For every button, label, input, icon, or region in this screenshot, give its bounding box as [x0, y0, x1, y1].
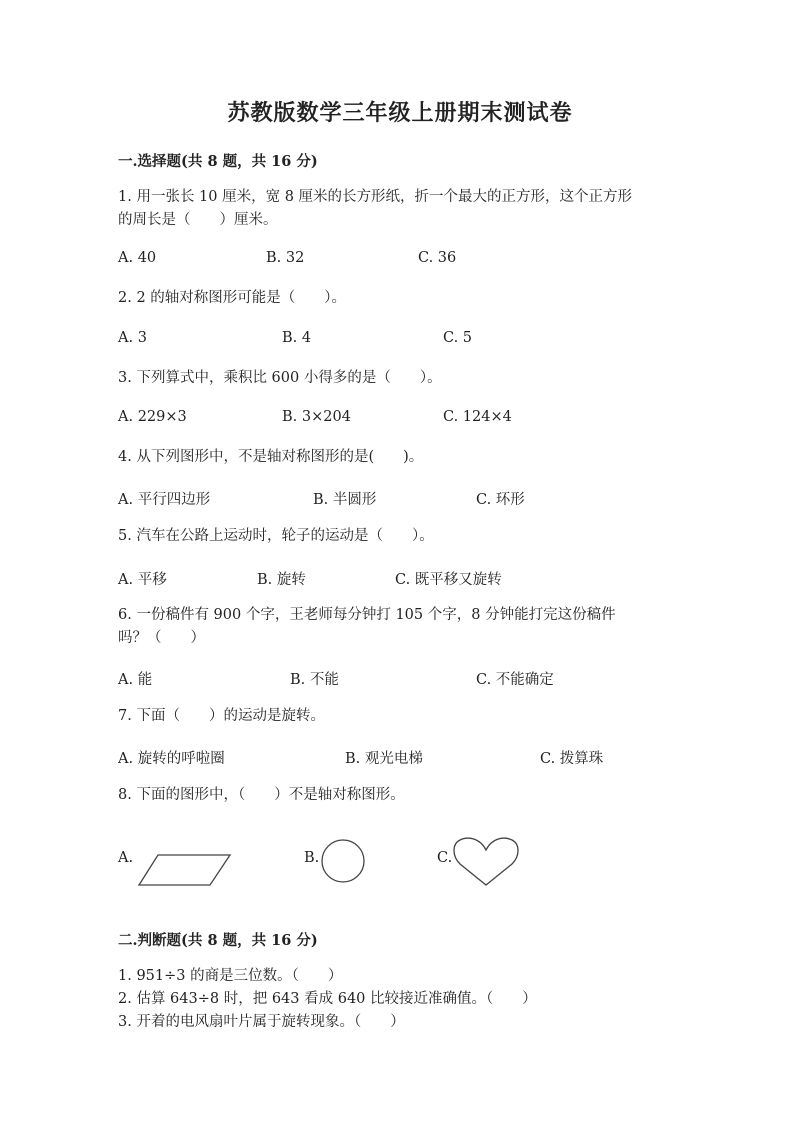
question-1-line1: 1. 用一张长 10 厘米，宽 8 厘米的长方形纸，折一个最大的正方形，这个正方形	[118, 189, 633, 205]
heart-figure	[450, 834, 522, 888]
option-5a: A. 平移	[118, 572, 167, 588]
option-7a: A. 旋转的呼啦圈	[118, 751, 225, 767]
question-4: 4. 从下列图形中，不是轴对称图形的是( )。	[118, 449, 424, 465]
option-2a: A. 3	[118, 330, 147, 346]
question-7: 7. 下面（ ）的运动是旋转。	[118, 708, 325, 724]
question-2: 2. 2 的轴对称图形可能是（ ）。	[118, 290, 347, 306]
parallelogram-figure	[136, 852, 234, 888]
judgment-2: 2. 估算 643÷8 时，把 643 看成 640 比较接近准确值。（ ）	[118, 991, 537, 1007]
option-4b: B. 半圆形	[313, 492, 377, 508]
question-6	[118, 604, 698, 650]
option-3c: C. 124×4	[443, 409, 512, 425]
option-1c: C. 36	[418, 250, 457, 266]
circle-figure	[319, 837, 367, 885]
option-3a: A. 229×3	[118, 409, 187, 425]
option-4a: A. 平行四边形	[118, 492, 211, 508]
question-6-line2: 吗？（ ）	[118, 630, 205, 646]
judgment-1: 1. 951÷3 的商是三位数。（ ）	[118, 968, 343, 984]
option-1b: B. 32	[266, 250, 305, 266]
option-8a-label: A.	[118, 850, 134, 866]
option-3b: B. 3×204	[282, 409, 351, 425]
question-3: 3. 下列算式中，乘积比 600 小得多的是（ ）。	[118, 370, 442, 386]
option-2b: B. 4	[282, 330, 312, 346]
question-5: 5. 汽车在公路上运动时，轮子的运动是（ ）。	[118, 528, 434, 544]
option-7b: B. 观光电梯	[345, 751, 423, 767]
page-title: 苏教版数学三年级上册期末测试卷	[227, 100, 573, 126]
option-6c: C. 不能确定	[476, 672, 554, 688]
judgment-3: 3. 开着的电风扇叶片属于旋转现象。（ ）	[118, 1014, 405, 1030]
option-6a: A. 能	[118, 672, 153, 688]
option-4c: C. 环形	[476, 492, 525, 508]
option-5b: B. 旋转	[257, 572, 306, 588]
option-7c: C. 拨算珠	[540, 751, 604, 767]
question-1-line2: 的周长是（ ）厘米。	[118, 212, 278, 228]
section-heading-choice: 一.选择题(共 8 题，共 16 分)	[118, 153, 318, 170]
option-8b-label: B.	[304, 850, 320, 866]
question-1	[118, 186, 698, 232]
option-2c: C. 5	[443, 330, 473, 346]
option-5c: C. 既平移又旋转	[395, 572, 502, 588]
option-8c-label: C.	[437, 850, 453, 866]
section-heading-judgment: 二.判断题(共 8 题，共 16 分)	[118, 932, 318, 949]
question-8: 8. 下面的图形中，（ ）不是轴对称图形。	[118, 787, 405, 803]
option-6b: B. 不能	[290, 672, 339, 688]
question-6-line1: 6. 一份稿件有 900 个字，王老师每分钟打 105 个字，8 分钟能打完这份稿件	[118, 607, 616, 623]
option-1a: A. 40	[118, 250, 157, 266]
